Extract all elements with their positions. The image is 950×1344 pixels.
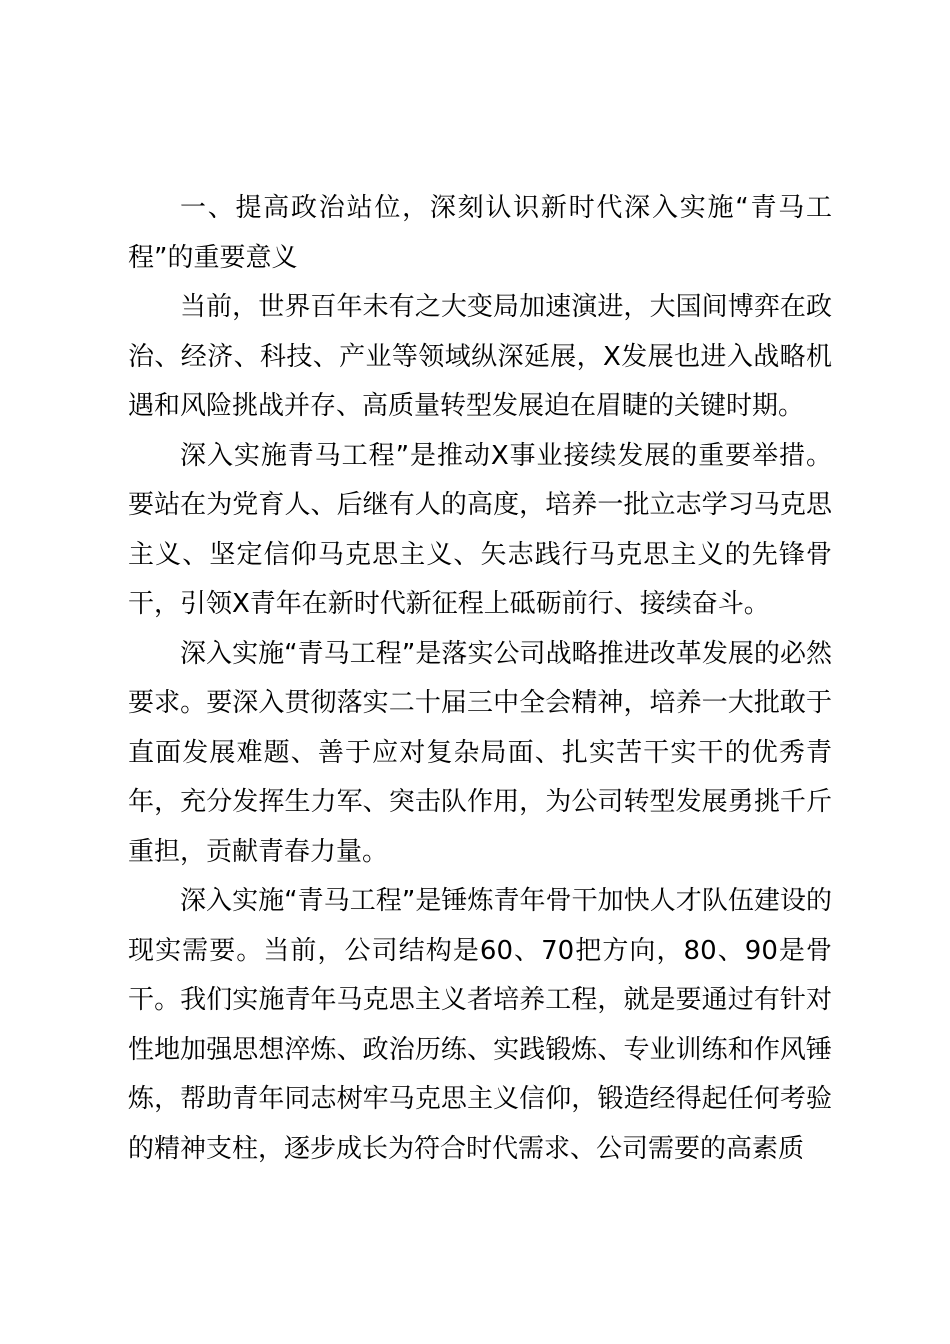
paragraph-4: 深入实施“青马工程”是锤炼青年骨干加快人才队伍建设的现实需要。当前，公司结构是60、70把方向，80、90是骨干。我们实施青年马克思主义者培养工程，就是要通过有针对性地加强思想淬炼、政治历练、实践锻炼、专业训练和作风锤炼，帮助青年同志树牢马克思主义信仰，锻造经得起任何考验的精神支柱，逐步成长为符合时代需求、公司需要的高素质 — [128, 886, 832, 1164]
paragraph-1: 当前，世界百年未有之大变局加速演进，大国间博弈在政治、经济、科技、产业等领域纵深延展，X发展也进入战略机遇和风险挑战并存、高质量转型发展迫在眉睫的关键时期。 — [128, 292, 832, 421]
paragraph-2: 深入实施青马工程”是推动X事业接续发展的重要举措。要站在为党育人、后继有人的高度，培养一批立志学习马克思主义、坚定信仰马克思主义、矢志践行马克思主义的先锋骨干，引领X青年在新时代新征程上砥砺前行、接续奋斗。 — [128, 440, 832, 619]
section-heading: 一、提高政治站位，深刻认识新时代深入实施“青马工程”的重要意义 — [128, 193, 832, 273]
paragraph-3: 深入实施“青马工程”是落实公司战略推进改革发展的必然要求。要深入贯彻落实二十届三中全会精神，培养一大批敢于直面发展难题、善于应对复杂局面、扎实苦干实干的优秀青年，充分发挥生力军、突击队作用，为公司转型发展勇挑千斤重担，贡献青春力量。 — [128, 638, 832, 867]
document-body — [128, 184, 832, 1174]
